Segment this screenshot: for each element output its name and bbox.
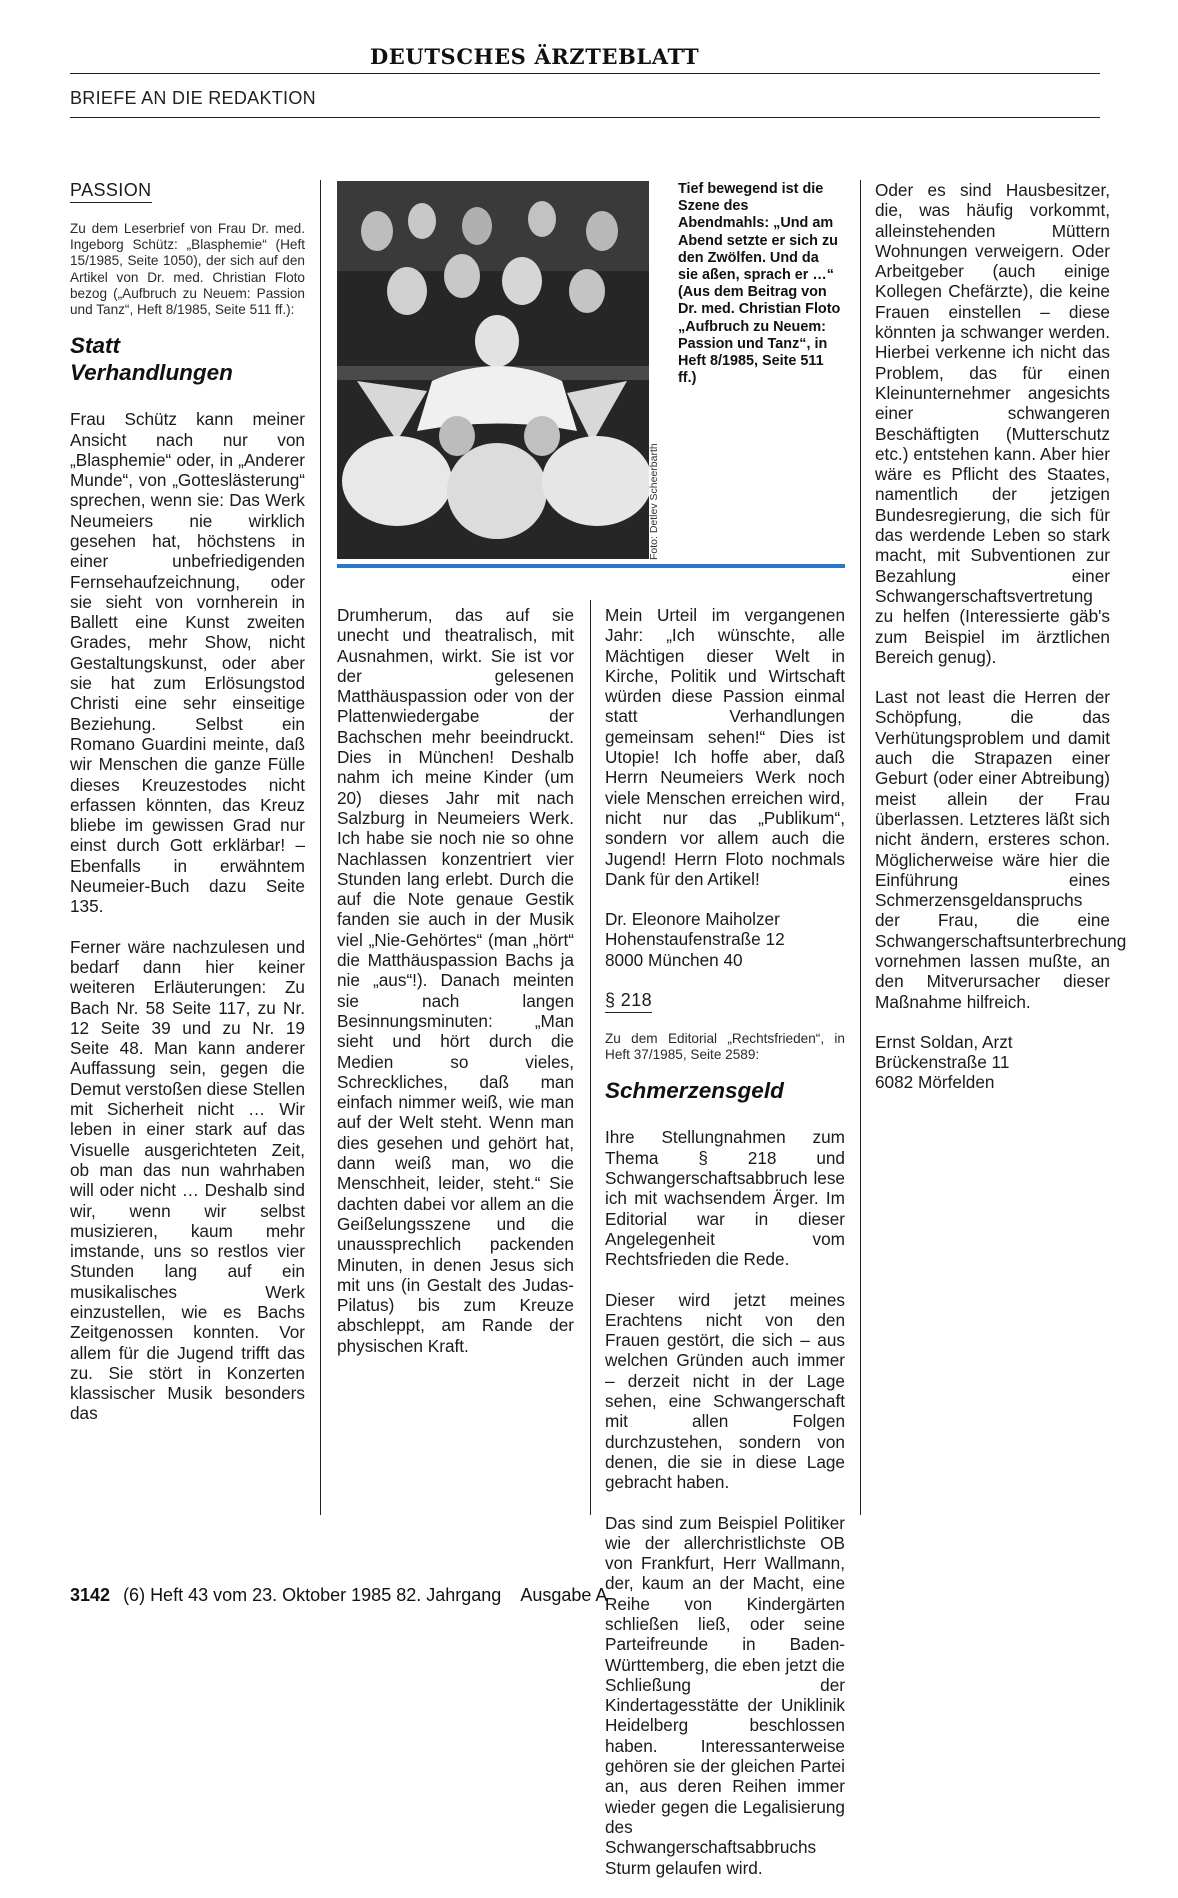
page-number: 3142 — [70, 1585, 111, 1605]
issue-info: (6) Heft 43 vom 23. Oktober 1985 82. Jahrgang — [123, 1585, 502, 1605]
letter2-paragraph-2: Dieser wird jetzt meines Erachtens nicht von den Frauen gestört, die sich – aus welchen Gründen auch immer – derzeit nicht in der Lage sehen, eine Schwangerschaft mit allen Folgen durchzustehen, sondern von denen, die sie in diese Lage gebracht haben. — [605, 1289, 845, 1493]
letter1-paragraph-1: Frau Schütz kann meiner Ansicht nach nur von „Blasphemie“ oder, in „Anderer Munde“, von „Gotteslästerung“ sprechen, wenn sie: Das Werk Neumeiers nie wirklich gesehen hat, höchstens in einer unbefriedigenden Fernsehaufzeichnung, oder sie sieht von vornherein in Ballett eine Kunst zweiten Grades, mehr Show, nicht Gestaltungskunst, oder aber sie hat zum Erlösungstod Christi eine sehr einseitige Beziehung. Selbst ein Romano Guardini meinte, daß wir Menschen die ganze Fülle dieses Kreuzestodes nicht erfassen könnten, das Kreuz bliebe im gewissen Grad nur einst durch Gott erklärbar! – Ebenfalls in erwähntem Neumeier-Buch dazu Seite 135. — [70, 409, 305, 917]
letter1-kicker: PASSION — [70, 180, 152, 203]
page-footer — [70, 1585, 607, 1606]
letter2-paragraph-3: Das sind zum Beispiel Politiker wie der allerchristlichste OB von Frankfurt, Herr Wallmann, der, kaum an der Macht, eine Reihe von Kindergärten schließen ließ, oder seine Parteifreunde in Baden-Württemberg, die eben jetzt die Schließung der Kindertagesstätte der Uniklinik Heidelberg beschlossen haben. Interessanterweise gehören sie der gleichen Partei an, aus deren Reihen immer wieder gegen die Legalisierung des Schwangerschaftsabbruchs Sturm gelaufen wird. — [605, 1512, 845, 1878]
column-1 — [70, 180, 305, 1444]
letter2-paragraph-5: Last not least die Herren der Schöpfung, die das Verhütungsproblem und damit auch die Strapazen einer Geburt (oder einer Abtreibung) meist allein der Frau überlassen. Letzteres läßt sich nicht ändern, ersteres schon. Möglicherweise wäre hier die Einführung eines Schmerzensgeldanspruchs der Frau, die eine Schwangerschaftsunterbrechung vornehmen lassen mußte, an den Mitverursacher dieser Maßnahme hilfreich. — [875, 687, 1127, 1012]
column-3 — [605, 605, 845, 1898]
letter2-intro: Zu dem Editorial „Rechtsfrieden“, in Heft 37/1985, Seite 2589: — [605, 1031, 845, 1063]
letter1-author: Dr. Eleonore Maiholzer — [605, 909, 780, 930]
letter2-street: Brückenstraße 11 — [875, 1052, 1010, 1073]
photo-accent-bar — [337, 564, 845, 568]
section-label: BRIEFE AN DIE REDAKTION — [70, 88, 316, 108]
column-4 — [875, 180, 1127, 1113]
journal-title: DEUTSCHES ÄRZTEBLATT — [370, 44, 700, 69]
edition-label: Ausgabe A — [520, 1585, 608, 1605]
letter2-signature — [875, 1032, 1110, 1093]
column-divider-2 — [590, 600, 591, 1515]
column-divider-3 — [860, 180, 861, 1515]
letter1-paragraph-2: Ferner wäre nachzulesen und bedarf dann hier keiner weiteren Erläuterungen: Zu Bach Nr. 58 Seite 117, zu Nr. 12 Seite 39 und zu Nr. 19 Seite 48. Man kann anderer Auffassung sein, gegen die Demut verstoßen diese Stellen mit Sicherheit nicht … Wir leben in einer stark auf das Visuelle ausgerichteten Zeit, ob man das nun wahrhaben will oder nicht … Deshalb sind wir, wenn wir selbst musizieren, kaum mehr imstande, uns so restlos vier Stunden lang auf ein musikalisches Werk einzustellen, wie es Bachs Zeitgenossen konnten. Vor allem für die Jugend trifft das zu. Sie stört in Konzerten klassischer Musik besonders das — [70, 936, 306, 1424]
letter2-paragraph-1: Ihre Stellungnahmen zum Thema § 218 und Schwangerschaftsabbruch lese ich mit wachsendem Ärger. Im Editorial war in dieser Angelegenheit vom Rechtsfrieden die Rede. — [605, 1127, 845, 1270]
header-rule-bottom — [70, 117, 1100, 118]
letter1-headline-line1: Statt — [70, 333, 120, 359]
letter1-intro: Zu dem Leserbrief von Frau Dr. med. Ingeborg Schütz: „Blasphemie“ (Heft 15/1985, Seite 1050), der sich auf den Artikel von Dr. med. Christian Floto bezog („Aufbruch zu Neuem: Passion und Tanz“, Heft 8/1985, Seite 511 ff.): — [70, 221, 305, 318]
ballet-photo — [337, 181, 649, 559]
column-2 — [337, 605, 574, 1376]
photo-credit: Foto: Detlev Scheerbarth — [648, 443, 660, 560]
letter1-paragraph-4: Mein Urteil im vergangenen Jahr: „Ich wünschte, alle Mächtigen dieser Welt in Kirche, Politik und Wirtschaft würden diese Passion einmal statt Verhandlungen gemeinsam sehen!“ Dies ist Utopie! Ich hoffe aber, daß Herrn Neumeiers Werk noch viele Menschen erreichen wird, nicht nur das „Publikum“, sondern vor allem auch die Jugend! Herrn Floto nochmals Dank für den Artikel! — [605, 605, 845, 889]
letter1-paragraph-3: Drumherum, das auf sie unecht und theatralisch, mit Ausnahmen, wirkt. Sie ist vor der gelesenen Matthäuspassion oder von der Plattenwiedergabe der Bachschen mehr beeindruckt. Dies in München! Deshalb nahm ich meine Kinder (um 20) dieses Jahr mit nach Salzburg in Neumeiers Werk. Ich habe sie noch nie so ohne Nachlassen konzentriert vier Stunden lang erlebt. Durch die auf die Note genaue Gestik fanden sie auch in der Musik viel „Nie-Gehörtes“ (man „hört“ die Matthäuspassion Bachs ja nie „aus“!). Danach meinten sie nach langen Besinnungsminuten: „Man sieht und hört durch die Medien so vieles, Schreckliches, daß man einfach nimmer weiß, wie man auf der Welt steht. Wenn man dies gesehen und gehört hat, dann weiß man, wo die Menschheit, leider, steht.“ Sie dachten dabei vor allem an die Geißelungsszene und die unaussprechlich packenden Minuten, in denen Jesus sich mit uns (in Gestalt des Judas-Pilatus) bis zum Kreuze abschleppt, am Rande der physischen Kraft. — [337, 605, 574, 1356]
letter2-author: Ernst Soldan, Arzt — [875, 1031, 1013, 1052]
letter2-paragraph-4: Oder es sind Hausbesitzer, die, was häufig vorkommt, alleinstehenden Müttern Wohnungen verweigern. Oder Arbeitgeber (auch einige Kollegen Chefärzte), die keine Frauen einstellen – diese könnten ja schwanger werden. Hierbei verkenne ich nicht das Problem, das für einen Kleinunternehmer angesichts einer schwangeren Beschäftigten (Mutterschutz etc.) entstehen kann. Aber hier wäre es Pflicht des Staates, namentlich der jetzigen Bundesregierung, die sich für das werdende Leben so stark macht, mit Subventionen zur Bezahlung einer Schwangerschaftsvertretung zu helfen (Interessierte gäb's zum Beispiel im ärztlichen Bereich genug). — [875, 180, 1110, 667]
letter2-city: 6082 Mörfelden — [875, 1072, 995, 1093]
letter1-street: Hohenstaufenstraße 12 — [605, 929, 785, 950]
photo-placeholder — [337, 181, 649, 559]
letter1-signature — [605, 909, 845, 970]
photo-caption: Tief bewegend ist die Szene des Abendmahls: „Und am Abend setzte er sich zu den Zwölfen. Und da sie aßen, sprach er …“ (Aus dem Beitrag von Dr. med. Christian Floto „Aufbruch zu Neuem: Passion und Tanz“, in Heft 8/1985, Seite 511 ff.) — [678, 181, 841, 387]
letter2-kicker: § 218 — [605, 990, 652, 1013]
header-rule-top — [70, 73, 1100, 74]
column-divider-1 — [320, 180, 321, 1515]
letter1-city: 8000 München 40 — [605, 949, 743, 970]
letter1-headline-line2: Verhandlungen — [70, 360, 233, 386]
letter1-headline — [70, 332, 305, 386]
letter2-headline: Schmerzensgeld — [605, 1078, 784, 1104]
